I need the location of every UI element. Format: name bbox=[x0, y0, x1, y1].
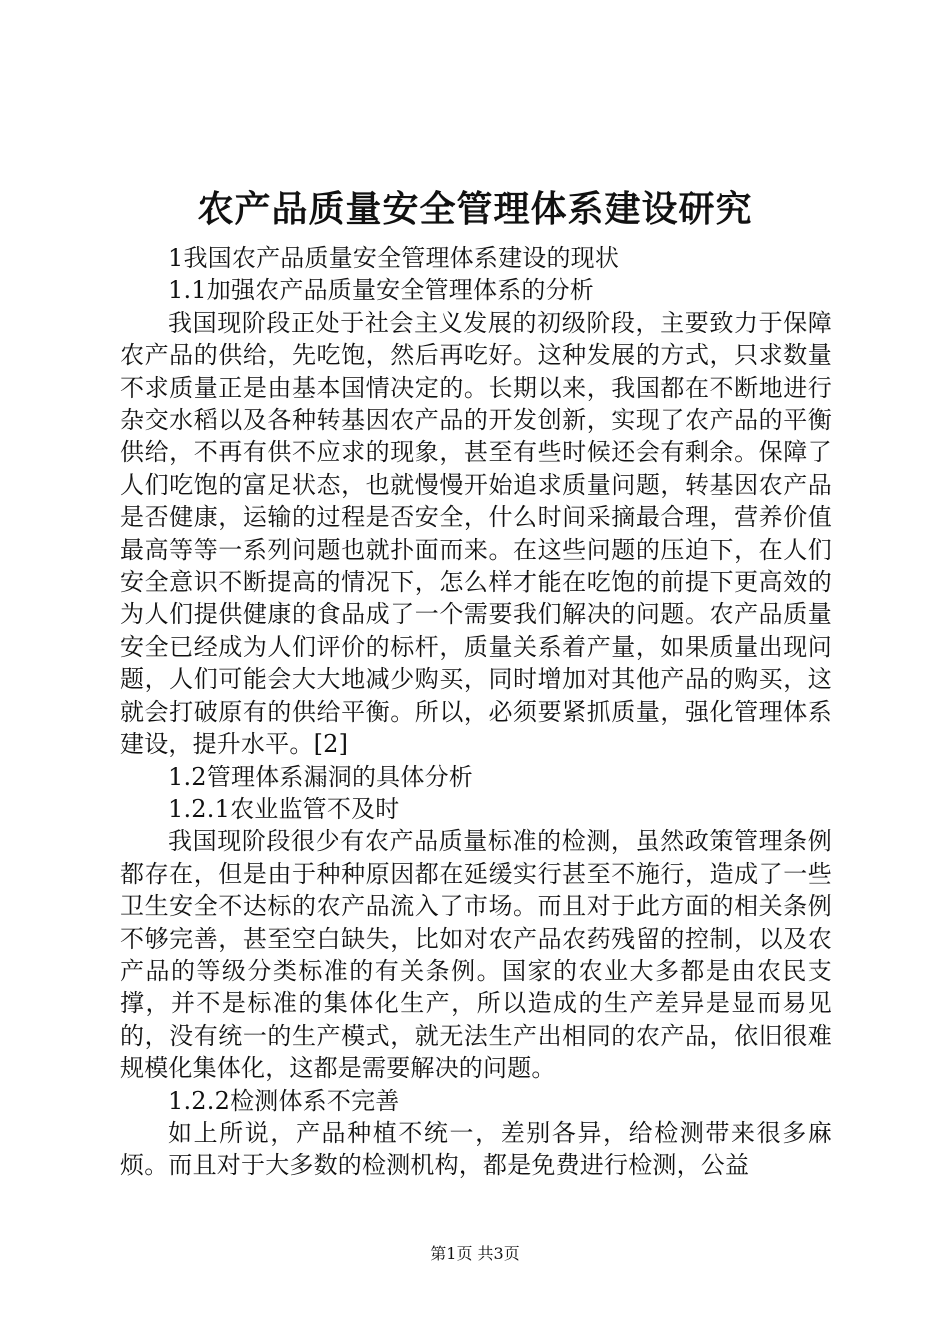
subsection-heading: 1.2管理体系漏洞的具体分析 bbox=[168, 762, 473, 791]
subsubsection-heading: 1.2.2检测体系不完善 bbox=[168, 1086, 400, 1115]
body-paragraph: 我国现阶段正处于社会主义发展的初级阶段，主要致力于保障农产品的供给，先吃饱，然后再吃好。这种发展的方式，只求数量不求质量正是由基本国情决定的。长期以来，我国都在不断地进行杂交水稻以及各种转基因农产品的开发创新，实现了农产品的平衡供给，不再有供不应求的现象，甚至有些时候还会有剩余。保障了人们吃饱的富足状态，也就慢慢开始追求质量问题，转基因农产品是否健康，运输的过程是否安全，什么时间采摘最合理，营养价值最高等等一系列问题也就扑面而来。在这些问题的压迫下，在人们安全意识不断提高的情况下，怎么样才能在吃饱的前提下更高效的为人们提供健康的食品成了一个需要我们解决的问题。农产品质量安全已经成为人们评价的标杆，质量关系着产量，如果质量出现问题，人们可能会大大地减少购买，同时增加对其他产品的购买，这就会打破原有的供给平衡。所以，必须要紧抓质量，强化管理体系建设，提升水平。[2] bbox=[120, 308, 832, 759]
section-heading: 1我国农产品质量安全管理体系建设的现状 bbox=[168, 244, 620, 272]
page-footer: 第1页 共3页 bbox=[430, 1244, 520, 1263]
subsubsection-heading: 1.2.1农业监管不及时 bbox=[168, 794, 400, 823]
body-paragraph: 如上所说，产品种植不统一，差别各异，给检测带来很多麻烦。而且对于大多数的检测机构，都是免费进行检测，公益 bbox=[120, 1118, 832, 1180]
subsection-heading: 1.1加强农产品质量安全管理体系的分析 bbox=[168, 276, 594, 305]
document-body bbox=[120, 242, 832, 1182]
document-title: 农产品质量安全管理体系建设研究 bbox=[197, 188, 753, 230]
body-paragraph: 我国现阶段很少有农产品质量标准的检测，虽然政策管理条例都存在，但是由于种种原因都在延缓实行甚至不施行，造成了一些卫生安全不达标的农产品流入了市场。而且对于此方面的相关条例不够完善，甚至空白缺失，比如对农产品农药残留的控制，以及农产品的等级分类标准的有关条例。国家的农业大多都是由农民支撑，并不是标准的集体化生产，所以造成的生产差异是显而易见的，没有统一的生产模式，就无法生产出相同的农产品，依旧很难规模化集体化，这都是需要解决的问题。 bbox=[120, 827, 832, 1083]
